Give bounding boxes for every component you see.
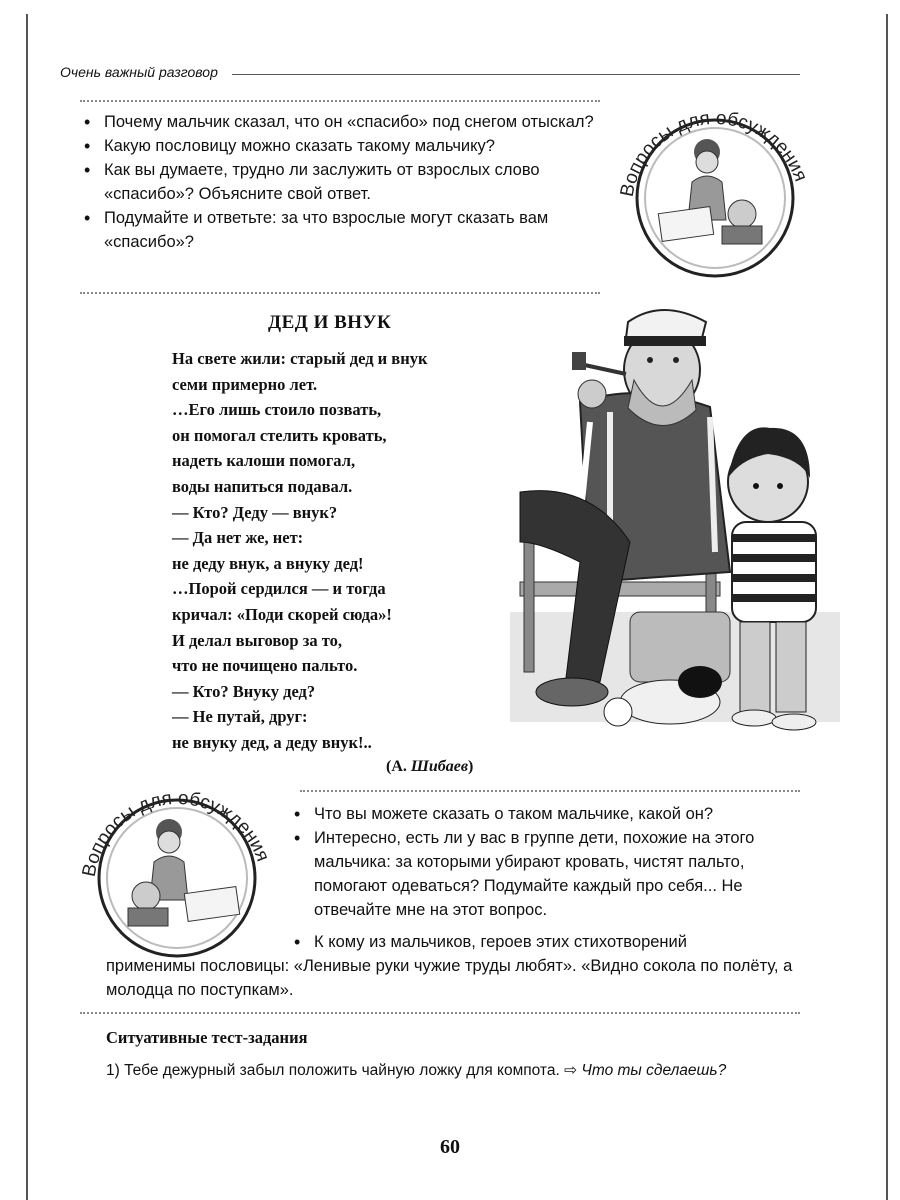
- poem-line: он помогал стелить кровать,: [172, 425, 387, 445]
- reading-girl-icon: [604, 90, 826, 290]
- list-item: • Почему мальчик сказал, что он «спасибо» под снегом отыскал?: [80, 110, 610, 134]
- discussion-badge-top: [604, 90, 826, 290]
- poem-line: не внуку дед, а деду внук!..: [172, 732, 372, 752]
- question-last-continuation: применимы пословицы: «Ленивые руки чужие труды любят». «Видно сокола по полёту, а молодца по поступкам».: [106, 957, 793, 999]
- svg-text:Вопросы для обсуждения: Вопросы для обсуждения: [616, 107, 812, 199]
- list-item: • Подумайте и ответьте: за что взрослые могут сказать вам «спасибо»?: [80, 206, 610, 254]
- poem-line: — Да нет же, нет:: [172, 528, 304, 548]
- section-title: Ситуативные тест-задания: [106, 1028, 308, 1047]
- poem-line: И делал выговор за то,: [172, 630, 342, 650]
- poem-line: — Не путай, друг:: [172, 707, 308, 727]
- svg-text:Вопросы для обсуждения: Вопросы для обсуждения: [78, 787, 274, 879]
- discussion-badge-bottom: [66, 770, 288, 970]
- page-number: 60: [440, 1136, 460, 1158]
- poem-text: [172, 346, 427, 756]
- task-1-text: 1) Тебе дежурный забыл положить чайную ложку для компота.: [106, 1062, 560, 1079]
- poem-line: — Кто? Внуку дед?: [172, 681, 316, 701]
- task-1-question: Что ты сделаешь?: [581, 1062, 727, 1079]
- poem-line: кричал: «Поди скорей сюда»!: [172, 604, 392, 624]
- poem-line: …Его лишь стоило позвать,: [172, 400, 382, 420]
- poem-line: семи примерно лет.: [172, 374, 318, 394]
- running-header: [60, 60, 800, 84]
- list-item: • Какую пословицу можно сказать такому мальчику?: [80, 134, 610, 158]
- poem-line: не деду внук, а внуку дед!: [172, 553, 364, 573]
- poem-line: надеть калоши помогал,: [172, 451, 356, 471]
- dotted-divider-lower: [300, 790, 800, 792]
- dotted-divider-bottom: [80, 1012, 800, 1014]
- header-rule: [232, 74, 800, 75]
- poem-line: — Кто? Деду — внук?: [172, 502, 338, 522]
- poem-title: ДЕД И ВНУК: [268, 312, 392, 333]
- questions-top-list: [80, 110, 610, 254]
- poem-author: (А. Шибаев): [386, 758, 474, 775]
- questions-bottom-last: [290, 930, 805, 954]
- reading-girl-icon: [66, 770, 288, 970]
- poem-line: На свете жили: старый дед и внук: [172, 349, 428, 368]
- list-item: • К кому из мальчиков, героев этих стихотворений: [290, 930, 805, 954]
- poem-line: воды напиться подавал.: [172, 476, 353, 496]
- list-item: • Что вы можете сказать о таком мальчике, какой он?: [290, 802, 805, 826]
- arrow-right-icon: ⇨: [564, 1062, 578, 1079]
- poem-line: что не почищено пальто.: [172, 656, 358, 676]
- task-1: [106, 1060, 806, 1082]
- questions-bottom-list: [290, 802, 805, 922]
- dotted-divider-top: [80, 100, 600, 102]
- poem-line: …Порой сердился — и тогда: [172, 579, 386, 599]
- author-initial: А.: [391, 758, 407, 775]
- list-item: • Как вы думаете, трудно ли заслужить от взрослых слово «спасибо»? Объясните свой ответ.: [80, 158, 610, 206]
- author-name: Шибаев: [410, 758, 469, 775]
- grandfather-grandson-illustration: [510, 282, 840, 742]
- list-item: • Интересно, есть ли у вас в группе дети, похожие на этого мальчика: за которыми убирают кровать, чистят пальто, помогают одеваться? Подумайте каждый про себя... Не отвечайте мне на этот вопрос.: [290, 826, 805, 922]
- header-title: Очень важный разговор: [60, 64, 218, 80]
